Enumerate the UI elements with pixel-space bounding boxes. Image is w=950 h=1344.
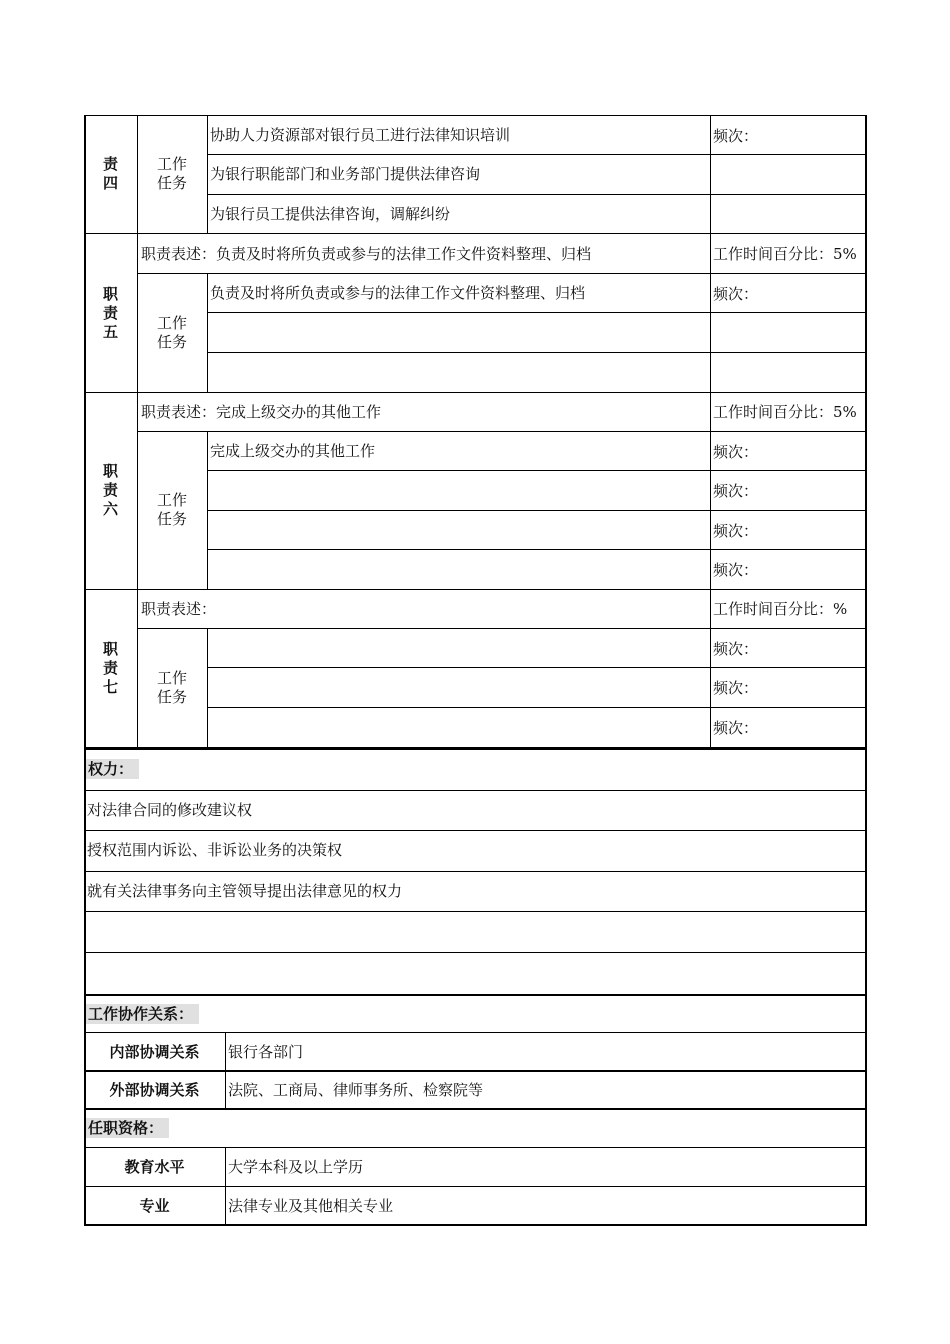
power-row-border [84, 911, 867, 912]
task-label-divider [207, 115, 208, 233]
task-row-border [207, 549, 867, 550]
table-border-right [865, 115, 867, 749]
table-border-left [84, 115, 86, 749]
duty-time-percent: 工作时间百分比：5% [713, 403, 857, 421]
task-label-line-1: 工作 [156, 668, 187, 687]
relation-row-border [84, 1070, 867, 1072]
duty-statement: 职责表述： [141, 600, 217, 618]
task-frequency: 频次： [713, 522, 759, 540]
task-label [137, 669, 207, 707]
task-row-border [207, 470, 867, 471]
qualification-row-border [84, 1186, 867, 1187]
duty-label: 职责五 [102, 284, 118, 341]
power-row-border [84, 830, 867, 831]
task-text: 完成上级交办的其他工作 [210, 442, 376, 460]
task-label [137, 155, 207, 193]
relations-heading: 工作协作关系： [86, 1004, 199, 1024]
qualifications-bottom-border [84, 1224, 867, 1226]
duty-statement: 职责表述：负责及时将所负责或参与的法律工作文件资料整理、归档 [141, 245, 592, 263]
power-item: 对法律合同的修改建议权 [87, 801, 253, 819]
duty-block-border [84, 233, 867, 234]
task-label-line-1: 工作 [156, 313, 187, 332]
percent-divider [710, 234, 711, 273]
table-border-top [84, 115, 867, 116]
freq-divider [710, 628, 711, 747]
task-row-border [207, 312, 867, 313]
relations-header-border [84, 1032, 867, 1033]
relation-label: 外部协调关系 [109, 1081, 200, 1099]
freq-divider [710, 273, 711, 392]
percent-divider [710, 392, 711, 431]
freq-divider [710, 115, 711, 233]
duty-block-border [84, 392, 867, 393]
relations-border-right [865, 995, 867, 1110]
task-row-border [207, 194, 867, 195]
task-text: 协助人力资源部对银行员工进行法律知识培训 [210, 126, 511, 144]
duty-block-border [84, 589, 867, 590]
qualification-label: 教育水平 [124, 1158, 185, 1176]
task-row-border [207, 510, 867, 511]
percent-divider [710, 589, 711, 628]
duty-label: 职责六 [102, 462, 118, 518]
task-row-border [207, 154, 867, 155]
task-frequency: 频次： [713, 443, 759, 461]
qualification-label: 专业 [139, 1197, 170, 1215]
qualifications-border-right [865, 1110, 867, 1226]
task-frequency: 频次： [713, 285, 759, 303]
qualifications-col-divider [225, 1147, 226, 1224]
task-label-divider [207, 273, 208, 392]
task-frequency: 频次： [713, 719, 759, 737]
relation-label: 内部协调关系 [109, 1043, 200, 1061]
task-label-line-1: 工作 [156, 155, 187, 173]
duty-label: 责四 [102, 155, 118, 192]
relation-value: 法院、工商局、律师事务所、检察院等 [228, 1081, 484, 1099]
task-row-border [207, 707, 867, 708]
qualification-value: 大学本科及以上学历 [228, 1158, 364, 1176]
task-text: 为银行员工提供法律咨询，调解纠纷 [210, 205, 451, 223]
duty-time-percent: 工作时间百分比：5% [713, 245, 857, 263]
task-row-border [207, 667, 867, 668]
task-text: 负责及时将所负责或参与的法律工作文件资料整理、归档 [210, 284, 586, 302]
statement-row-border [137, 628, 867, 629]
task-frequency: 频次： [713, 679, 759, 697]
duties-bottom-border [84, 748, 867, 750]
duty-label: 职责七 [102, 639, 118, 696]
task-label [137, 314, 207, 352]
task-label-line-2: 任务 [156, 332, 187, 351]
power-row-border [84, 952, 867, 953]
task-frequency: 频次： [713, 127, 759, 145]
task-label-divider [207, 628, 208, 747]
task-label-line-1: 工作 [156, 491, 187, 509]
task-label-line-2: 任务 [156, 687, 187, 706]
task-label-line-2: 任务 [156, 510, 187, 528]
qualifications-border-left [84, 1110, 86, 1226]
relations-border-left [84, 995, 86, 1110]
task-label [137, 491, 207, 529]
duty-statement: 职责表述：完成上级交办的其他工作 [141, 403, 382, 421]
power-item: 就有关法律事务向主管领导提出法律意见的权力 [87, 882, 403, 900]
qualifications-header-border [84, 1147, 867, 1148]
relations-col-divider [225, 1032, 226, 1108]
relation-value: 银行各部门 [228, 1043, 304, 1061]
qualification-value: 法律专业及其他相关专业 [228, 1197, 394, 1215]
power-row-border [84, 871, 867, 872]
power-item: 授权范围内诉讼、非诉讼业务的决策权 [87, 841, 343, 859]
duty-time-percent: 工作时间百分比：% [713, 600, 848, 618]
statement-row-border [137, 273, 867, 274]
qualifications-heading: 任职资格： [86, 1118, 169, 1138]
task-frequency: 频次： [713, 640, 759, 658]
statement-row-border [137, 431, 867, 432]
task-frequency: 频次： [713, 561, 759, 579]
powers-heading: 权力： [86, 759, 139, 779]
powers-bottom-border [84, 994, 867, 996]
power-row-border [84, 790, 867, 791]
task-frequency: 频次： [713, 482, 759, 500]
task-label-line-2: 任务 [156, 174, 187, 192]
task-text: 为银行职能部门和业务部门提供法律咨询 [210, 165, 481, 183]
task-row-border [207, 352, 867, 353]
relation-row-border [84, 1108, 867, 1110]
